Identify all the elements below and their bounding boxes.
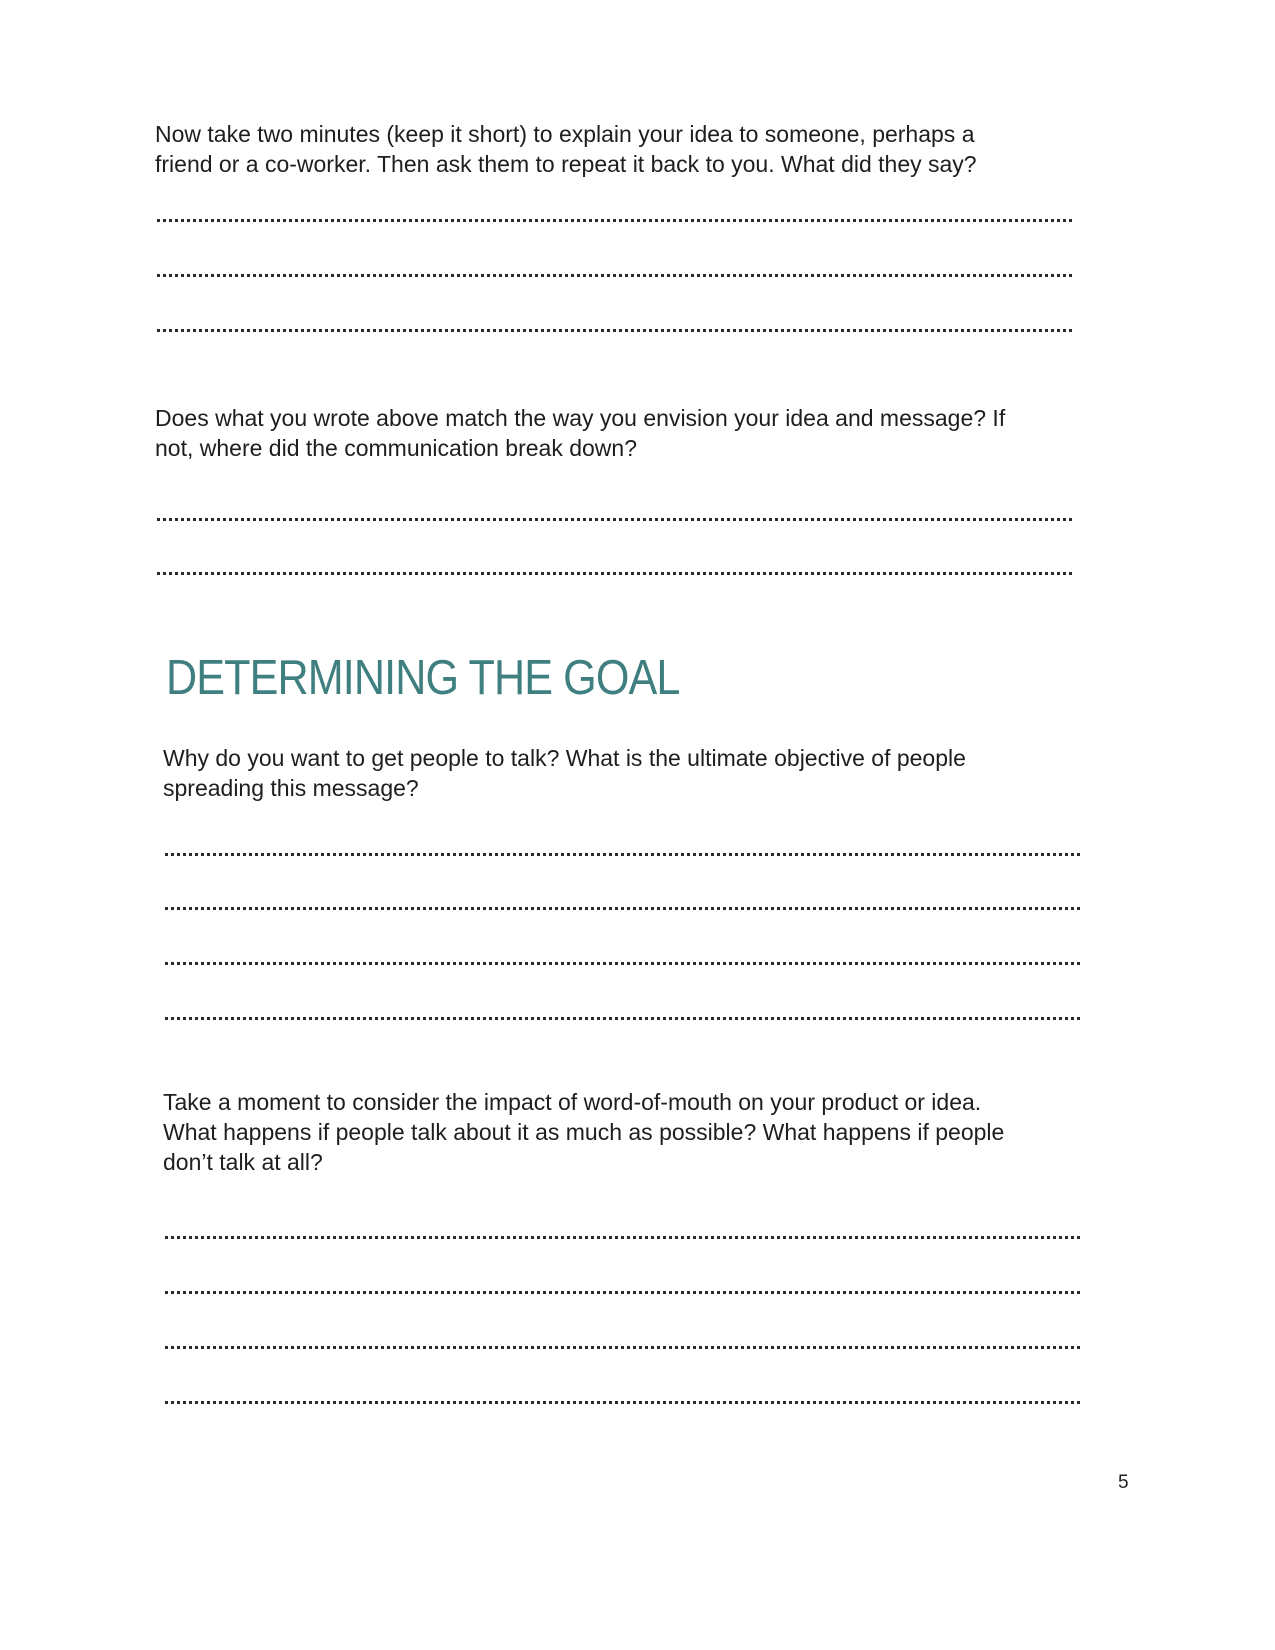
answer-line[interactable] — [157, 274, 1072, 277]
answer-line[interactable] — [165, 962, 1080, 965]
answer-line[interactable] — [165, 1401, 1080, 1404]
answer-line[interactable] — [165, 1291, 1080, 1294]
answer-line[interactable] — [165, 1017, 1080, 1020]
section-heading: DETERMINING THE GOAL — [166, 651, 680, 705]
answer-line[interactable] — [165, 853, 1080, 856]
answer-line[interactable] — [157, 572, 1072, 575]
answer-line[interactable] — [165, 1236, 1080, 1239]
page-number: 5 — [1118, 1472, 1129, 1493]
question-word-of-mouth-impact: Take a moment to consider the impact of word-of-mouth on your product or idea. What happens if people talk about it as much as possible? What happens if people don’t talk at all? — [163, 1089, 1005, 1175]
answer-line[interactable] — [165, 1346, 1080, 1349]
answer-line[interactable] — [157, 219, 1072, 222]
question-explain-idea: Now take two minutes (keep it short) to explain your idea to someone, perhaps a friend or a co-worker. Then ask them to repeat it back to you. What did they say? — [155, 121, 977, 177]
question-why-talk: Why do you want to get people to talk? What is the ultimate objective of people spreading this message? — [163, 745, 966, 801]
question-communication-match: Does what you wrote above match the way you envision your idea and message? If not, where did the communication break down? — [155, 405, 1006, 461]
answer-line[interactable] — [157, 518, 1072, 521]
answer-line[interactable] — [157, 329, 1072, 332]
answer-line[interactable] — [165, 907, 1080, 910]
